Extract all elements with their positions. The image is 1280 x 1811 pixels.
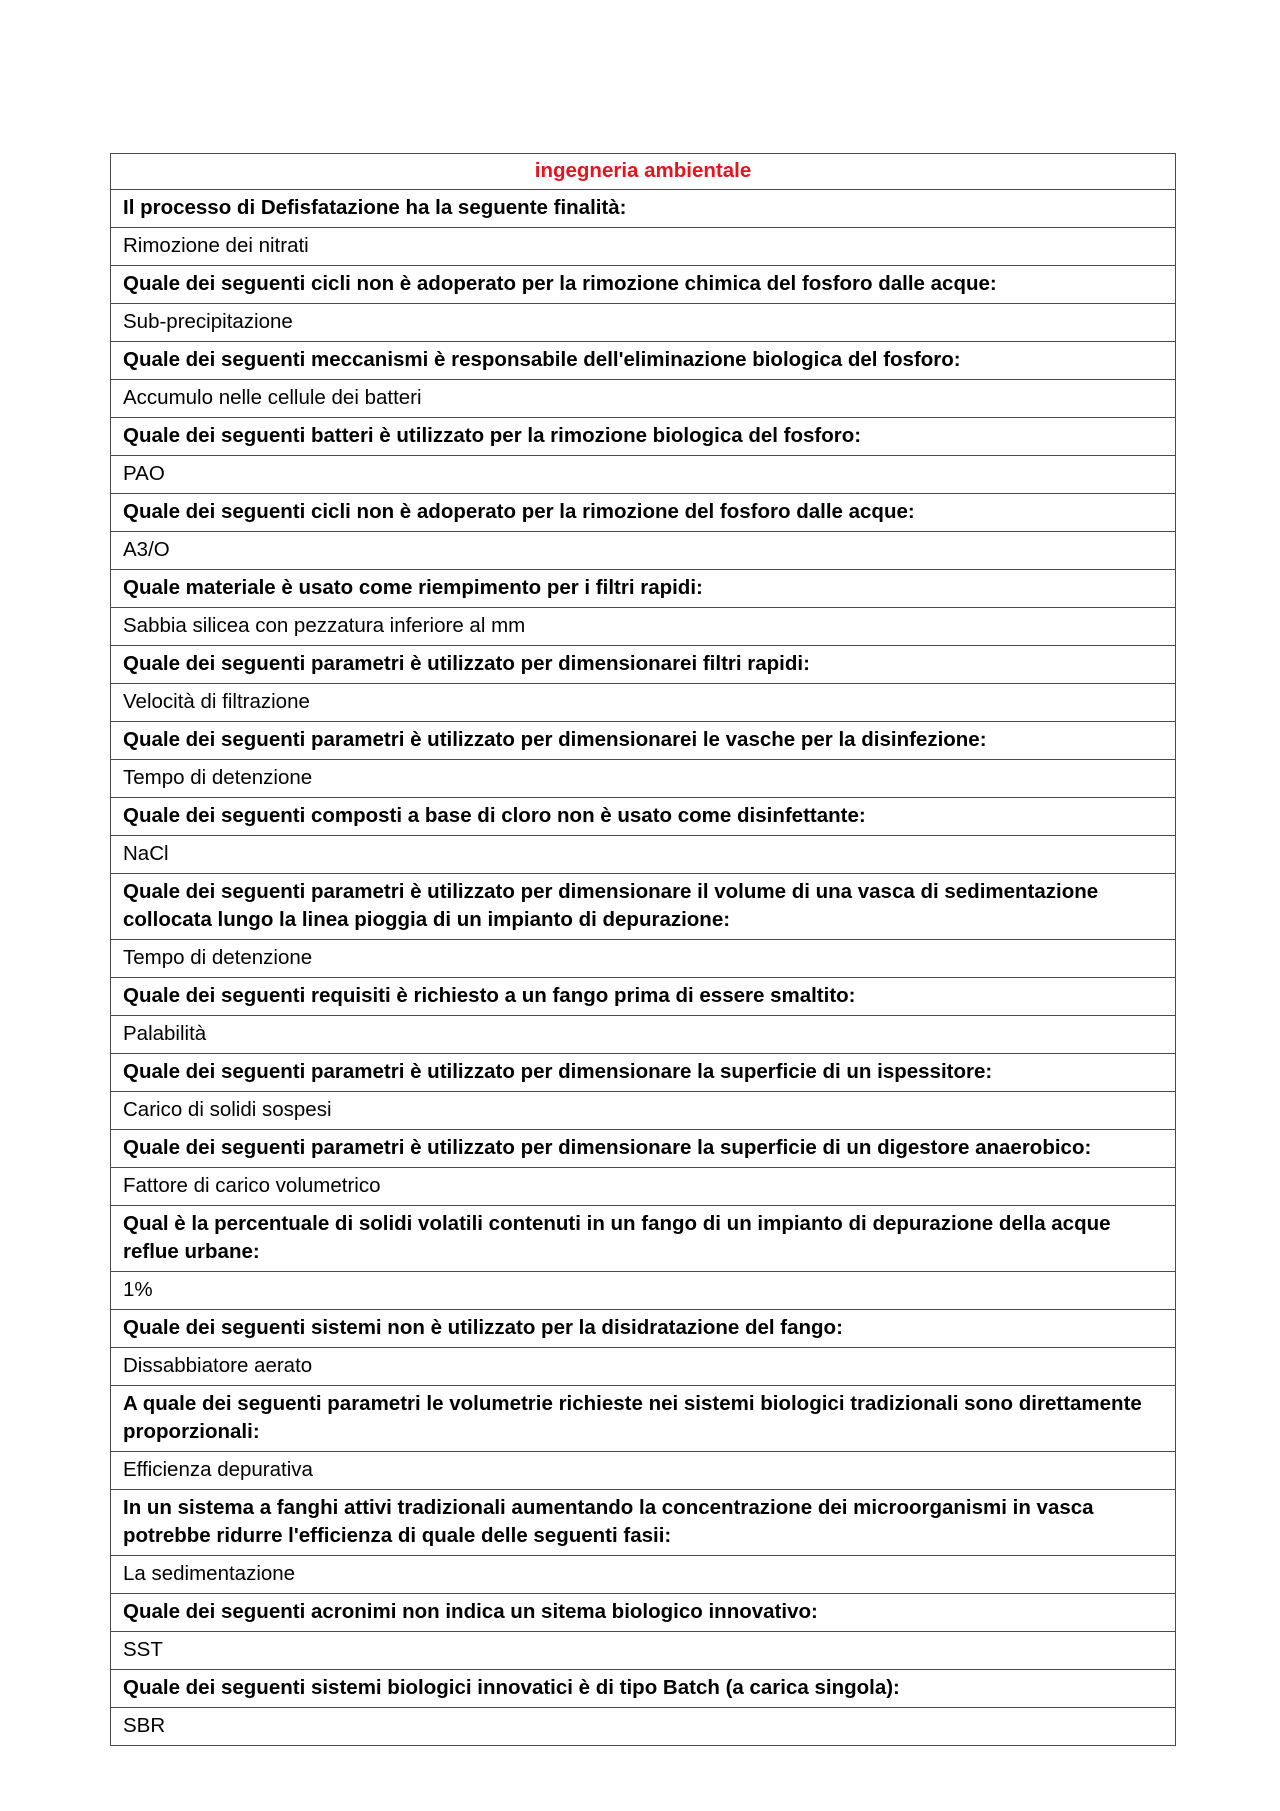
answer-text: Sub-precipitazione [111,304,1176,342]
question-text: A quale dei seguenti parametri le volumetrie richieste nei sistemi biologici tradizionali sono direttamente proporzionali: [111,1386,1176,1452]
question-text: Quale dei seguenti composti a base di cloro non è usato come disinfettante: [111,798,1176,836]
document-title: ingegneria ambientale [111,154,1176,190]
question-text: Il processo di Defisfatazione ha la seguente finalità: [111,190,1176,228]
answer-row [111,228,1176,266]
question-row [111,978,1176,1016]
answer-text: Tempo di detenzione [111,760,1176,798]
answer-row [111,1168,1176,1206]
answer-text: Dissabbiatore aerato [111,1348,1176,1386]
answer-row [111,940,1176,978]
question-row [111,798,1176,836]
answer-text: La sedimentazione [111,1556,1176,1594]
answer-row [111,1632,1176,1670]
question-row [111,1490,1176,1556]
answer-row [111,684,1176,722]
question-text: In un sistema a fanghi attivi tradizionali aumentando la concentrazione dei microorganismi in vasca potrebbe ridurre l'efficienza di quale delle seguenti fasii: [111,1490,1176,1556]
question-text: Quale materiale è usato come riempimento per i filtri rapidi: [111,570,1176,608]
answer-row [111,1016,1176,1054]
qa-table [110,153,1176,1746]
answer-row [111,1272,1176,1310]
question-row [111,1386,1176,1452]
answer-row [111,380,1176,418]
question-row [111,722,1176,760]
question-text: Quale dei seguenti cicli non è adoperato per la rimozione del fosforo dalle acque: [111,494,1176,532]
answer-row [111,760,1176,798]
question-text: Qual è la percentuale di solidi volatili contenuti in un fango di un impianto di depurazione della acque reflue urbane: [111,1206,1176,1272]
question-row [111,646,1176,684]
question-text: Quale dei seguenti batteri è utilizzato per la rimozione biologica del fosforo: [111,418,1176,456]
question-row [111,1670,1176,1708]
question-text: Quale dei seguenti parametri è utilizzato per dimensionare la superficie di un ispessitore: [111,1054,1176,1092]
answer-text: SBR [111,1708,1176,1746]
question-text: Quale dei seguenti cicli non è adoperato per la rimozione chimica del fosforo dalle acque: [111,266,1176,304]
question-text: Quale dei seguenti parametri è utilizzato per dimensionarei filtri rapidi: [111,646,1176,684]
question-text: Quale dei seguenti sistemi non è utilizzato per la disidratazione del fango: [111,1310,1176,1348]
answer-row [111,1348,1176,1386]
question-row [111,874,1176,940]
question-text: Quale dei seguenti acronimi non indica un sitema biologico innovativo: [111,1594,1176,1632]
answer-text: Palabilità [111,1016,1176,1054]
answer-text: Accumulo nelle cellule dei batteri [111,380,1176,418]
answer-text: SST [111,1632,1176,1670]
qa-table-body [111,154,1176,1746]
answer-row [111,532,1176,570]
answer-row [111,1092,1176,1130]
answer-text: Velocità di filtrazione [111,684,1176,722]
question-row [111,1310,1176,1348]
answer-text: Sabbia silicea con pezzatura inferiore al mm [111,608,1176,646]
answer-row [111,608,1176,646]
question-row [111,494,1176,532]
answer-text: PAO [111,456,1176,494]
question-row [111,266,1176,304]
question-row [111,1594,1176,1632]
question-text: Quale dei seguenti requisiti è richiesto a un fango prima di essere smaltito: [111,978,1176,1016]
question-row [111,190,1176,228]
question-row [111,418,1176,456]
answer-text: Tempo di detenzione [111,940,1176,978]
answer-row [111,836,1176,874]
answer-text: A3/O [111,532,1176,570]
answer-text: Efficienza depurativa [111,1452,1176,1490]
question-row [111,1054,1176,1092]
question-text: Quale dei seguenti parametri è utilizzato per dimensionare il volume di una vasca di sedimentazione collocata lungo la linea pioggia di un impianto di depurazione: [111,874,1176,940]
answer-row [111,1708,1176,1746]
question-text: Quale dei seguenti meccanismi è responsabile dell'eliminazione biologica del fosforo: [111,342,1176,380]
answer-text: Rimozione dei nitrati [111,228,1176,266]
question-row [111,570,1176,608]
answer-text: Carico di solidi sospesi [111,1092,1176,1130]
question-row [111,342,1176,380]
answer-row [111,456,1176,494]
answer-row [111,1452,1176,1490]
question-row [111,1130,1176,1168]
title-row [111,154,1176,190]
answer-row [111,1556,1176,1594]
answer-text: Fattore di carico volumetrico [111,1168,1176,1206]
answer-row [111,304,1176,342]
question-text: Quale dei seguenti parametri è utilizzato per dimensionarei le vasche per la disinfezione: [111,722,1176,760]
answer-text: NaCl [111,836,1176,874]
answer-text: 1% [111,1272,1176,1310]
question-text: Quale dei seguenti parametri è utilizzato per dimensionare la superficie di un digestore anaerobico: [111,1130,1176,1168]
question-row [111,1206,1176,1272]
question-text: Quale dei seguenti sistemi biologici innovatici è di tipo Batch (a carica singola): [111,1670,1176,1708]
